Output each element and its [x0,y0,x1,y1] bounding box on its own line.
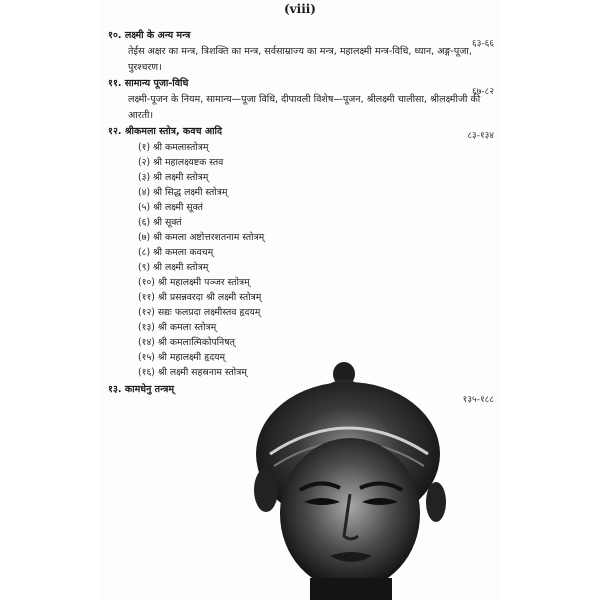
entry-title [108,28,488,44]
entry-title [108,124,488,140]
list-item: (८) श्री कमला कवचम् [138,247,214,258]
entry-title [108,382,248,398]
toc-entry-13 [108,382,248,398]
list-item: (१४) श्री कमलात्मिकोपनिषत् [138,337,235,348]
entry-description: तेईस अक्षर का मन्त्र, त्रिशक्ति का मन्त्र, सर्वसाम्राज्य का मन्त्र, महालक्ष्मी मन्त्र-विधि, ध्यान, अङ्ग-पूजा, पुरश्चरण। [128,46,472,73]
list-item: (६) श्री सूक्तं [138,217,182,228]
page-range: ६३-६६ [472,39,494,49]
toc-entry-12 [108,124,488,140]
entry-heading: लक्ष्मी के अन्य मन्त्र [124,30,191,41]
list-item: (१५) श्री महालक्ष्मी हृदयम् [138,352,226,363]
entry-heading: श्रीकमला स्तोत्र, कवच आदि [124,126,223,137]
page-range: ६७-८२ [472,87,494,97]
page-range: ८३-१३४ [467,131,494,141]
entry-heading: कामधेनु तन्त्रम् [124,384,175,395]
list-item: (९) श्री लक्ष्मी स्तोत्रम् [138,262,209,273]
lakshmi-idol-image [248,362,458,600]
list-item: (११) श्री प्रसन्नवरदा श्री लक्ष्मी स्तोत्रम् [138,292,262,303]
list-item: (५) श्री लक्ष्मी सूक्तं [138,202,203,213]
entry-heading: सामान्य पूजा-विधि [124,78,189,89]
entry-description: लक्ष्मी-पूजन के नियम, सामान्य—पूजा विधि, दीपावली विशेष—पूजन, श्रीलक्ष्मी चालीसा, श्रीलक्ष्मीजी की आरती। [128,94,481,121]
list-item: (२) श्री महालक्ष्यष्टक स्तव [138,157,224,168]
list-item: (१) श्री कमलास्तोत्रम् [138,142,209,153]
list-item: (१३) श्री कमला स्तोत्रम् [138,322,217,333]
list-item: (१२) सद्यः फलप्रदा लक्ष्मीस्तव हृदयम् [138,307,261,318]
list-item: (१०) श्री महालक्ष्मी पञ्जर स्तोत्रम् [138,277,250,288]
list-item: (१६) श्री लक्ष्मी सहस्रनाम स्तोत्रम् [138,367,247,378]
entry-number: १०. [108,30,122,41]
toc-entry-10 [108,28,488,76]
list-item: (३) श्री लक्ष्मी स्तोत्रम् [138,172,209,183]
page-range: १३५-१८८ [462,395,494,405]
entry-number: १३. [108,384,122,395]
list-item: (४) श्री सिद्ध लक्ष्मी स्तोत्रम् [138,187,228,198]
toc-entry-11 [108,76,488,124]
list-item: (७) श्री कमला अष्टोत्तरशतनाम स्तोत्रम् [138,232,265,243]
page-number: (viii) [283,2,316,16]
entry-number: १२. [108,126,122,137]
book-page [100,0,500,600]
entry-title [108,76,488,92]
entry-number: ११. [108,78,122,89]
